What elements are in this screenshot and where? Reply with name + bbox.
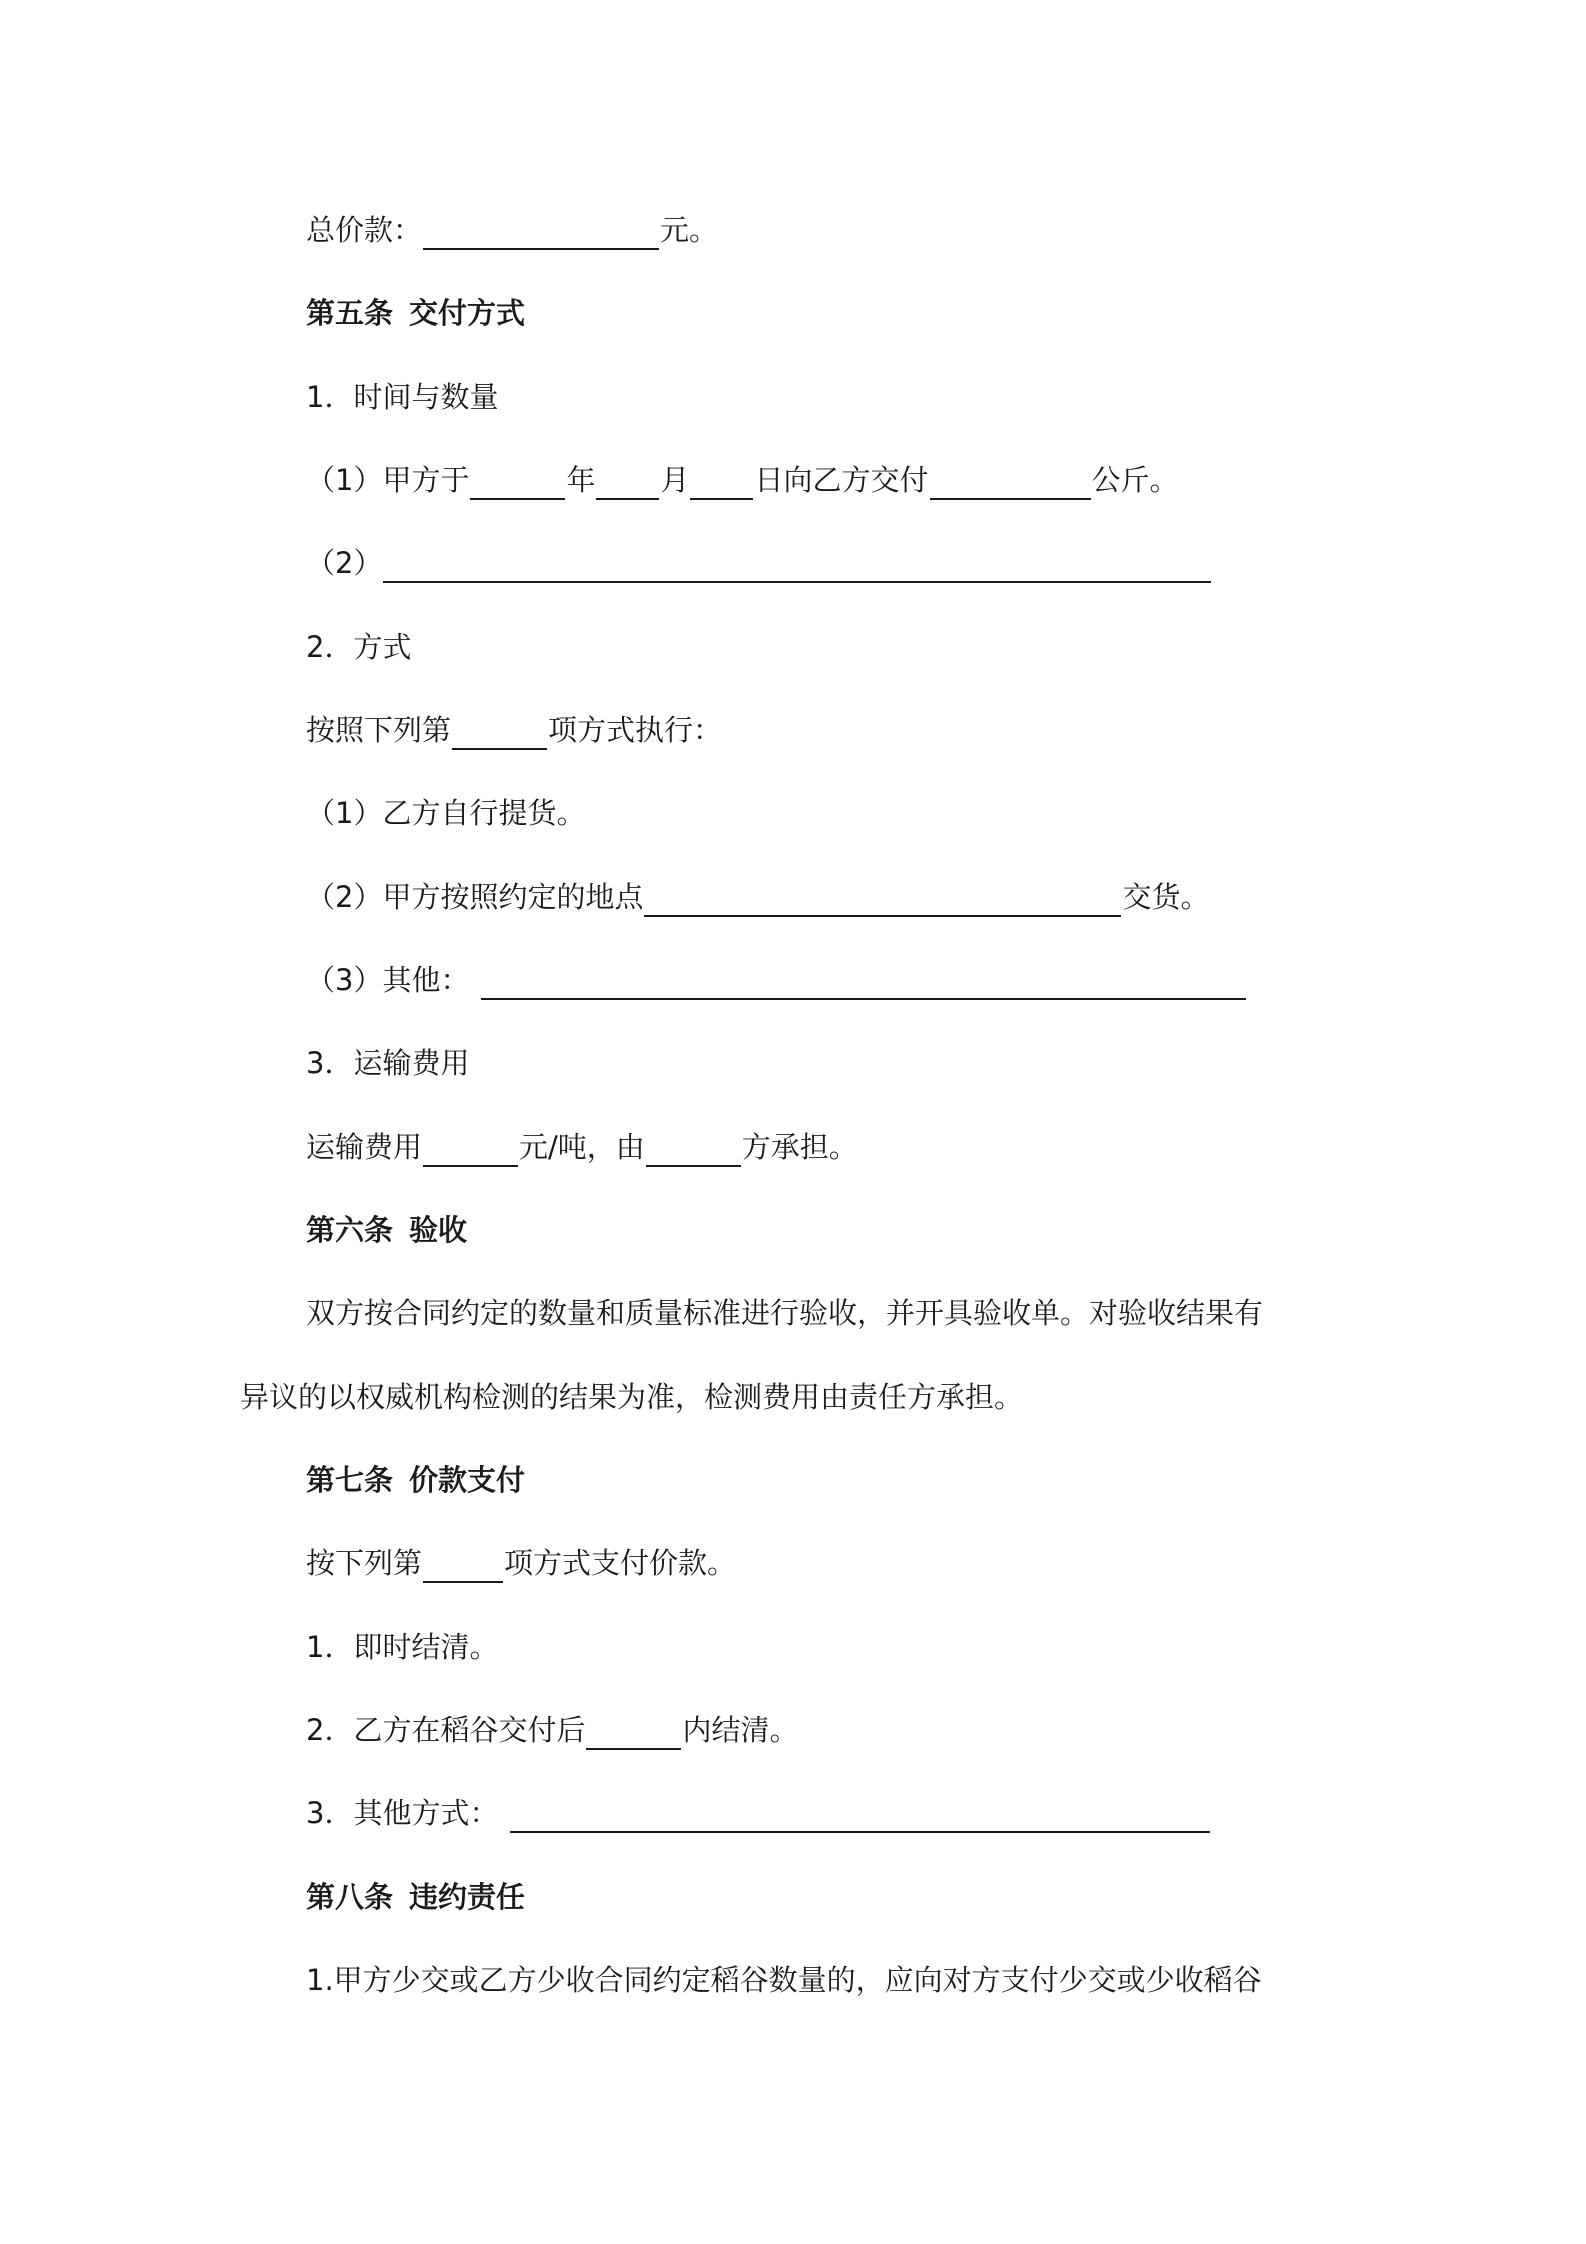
day-blank[interactable]	[690, 464, 753, 500]
article-8-number: 第八条	[306, 1880, 394, 1914]
delivery-clause-label: （1）甲方于	[306, 463, 470, 497]
method-choice-blank[interactable]	[452, 714, 547, 750]
day-clause-label: 日向乙方交付	[754, 463, 929, 497]
payment-other-blank[interactable]	[510, 1797, 1210, 1833]
delivery-place-blank[interactable]	[644, 881, 1121, 917]
section-3-title: 3．运输费用	[306, 1046, 470, 1080]
method-option-2-text: （2）甲方按照约定的地点	[306, 880, 644, 914]
item-2-blank[interactable]	[383, 547, 1211, 583]
quantity-unit: 公斤。	[1091, 463, 1179, 497]
article-6-heading	[306, 1210, 467, 1250]
liability-clause-1	[306, 1960, 1262, 2000]
delivery-other-line	[306, 543, 1212, 583]
year-label: 年	[566, 463, 596, 497]
acceptance-text-1: 双方按合同约定的数量和质量标准进行验收，并开具验收单。对验收结果有	[306, 1296, 1264, 1330]
total-price-line	[306, 210, 718, 250]
total-price-label: 总价款：	[306, 213, 423, 247]
payment-option-1	[306, 1627, 498, 1667]
section-transport	[306, 1043, 469, 1083]
method-choice-label: 按照下列第	[306, 713, 452, 747]
transport-fee-blank[interactable]	[423, 1131, 518, 1167]
method-other-blank[interactable]	[481, 964, 1246, 1000]
method-option-3-text: （3）其他：	[306, 963, 470, 997]
acceptance-text-2: 异议的以权威机构检测的结果为准，检测费用由责任方承担。	[240, 1380, 1024, 1414]
article-5-number: 第五条	[306, 296, 394, 330]
transport-fee-suffix: 方承担。	[741, 1130, 858, 1164]
month-blank[interactable]	[596, 464, 659, 500]
transport-party-blank[interactable]	[646, 1131, 741, 1167]
payment-option-3	[306, 1793, 1211, 1833]
item-2-label: （2）	[306, 546, 383, 580]
payment-choice-suffix: 项方式支付价款。	[504, 1546, 737, 1580]
payment-choice-label: 按下列第	[306, 1546, 423, 1580]
article-5-title: 交付方式	[409, 296, 526, 330]
article-8-heading	[306, 1877, 525, 1917]
payment-choice-line	[306, 1543, 736, 1583]
article-7-number: 第七条	[306, 1463, 394, 1497]
article-5-heading	[306, 293, 525, 333]
payment-period-blank[interactable]	[586, 1714, 681, 1750]
transport-fee-label: 运输费用	[306, 1130, 423, 1164]
article-7-title: 价款支付	[409, 1463, 526, 1497]
article-8-title: 违约责任	[409, 1880, 526, 1914]
payment-option-1-text: 1．即时结清。	[306, 1630, 499, 1664]
payment-option-3-text: 3．其他方式：	[306, 1796, 499, 1830]
acceptance-paragraph-line-2	[240, 1377, 1023, 1417]
section-method	[306, 627, 411, 667]
article-6-number: 第六条	[306, 1213, 394, 1247]
year-blank[interactable]	[470, 464, 565, 500]
payment-option-2	[306, 1710, 798, 1750]
acceptance-paragraph-line-1	[306, 1293, 1263, 1333]
article-6-title: 验收	[409, 1213, 468, 1247]
total-price-blank[interactable]	[423, 214, 659, 250]
payment-option-2-text: 2．乙方在稻谷交付后	[306, 1713, 586, 1747]
liability-clause-1-text: 1.甲方少交或乙方少收合同约定稻谷数量的，应向对方支付少交或少收稻谷	[306, 1963, 1262, 1997]
quantity-blank[interactable]	[930, 464, 1091, 500]
month-label: 月	[660, 463, 690, 497]
payment-choice-blank[interactable]	[423, 1547, 503, 1583]
section-2-title: 2．方式	[306, 630, 412, 664]
method-option-1	[306, 793, 585, 833]
transport-fee-line	[306, 1127, 858, 1167]
payment-option-2-suffix: 内结清。	[682, 1713, 799, 1747]
section-time-quantity	[306, 377, 498, 417]
method-option-2	[306, 877, 1209, 917]
total-price-unit: 元。	[660, 213, 719, 247]
method-option-1-text: （1）乙方自行提货。	[306, 796, 586, 830]
section-1-title: 1．时间与数量	[306, 380, 499, 414]
method-choice-line	[306, 710, 722, 750]
article-7-heading	[306, 1460, 525, 1500]
method-option-2-suffix: 交货。	[1122, 880, 1210, 914]
transport-fee-unit: 元/吨，由	[519, 1130, 645, 1164]
method-option-3	[306, 960, 1247, 1000]
method-choice-suffix: 项方式执行：	[548, 713, 723, 747]
delivery-date-line	[306, 460, 1179, 500]
